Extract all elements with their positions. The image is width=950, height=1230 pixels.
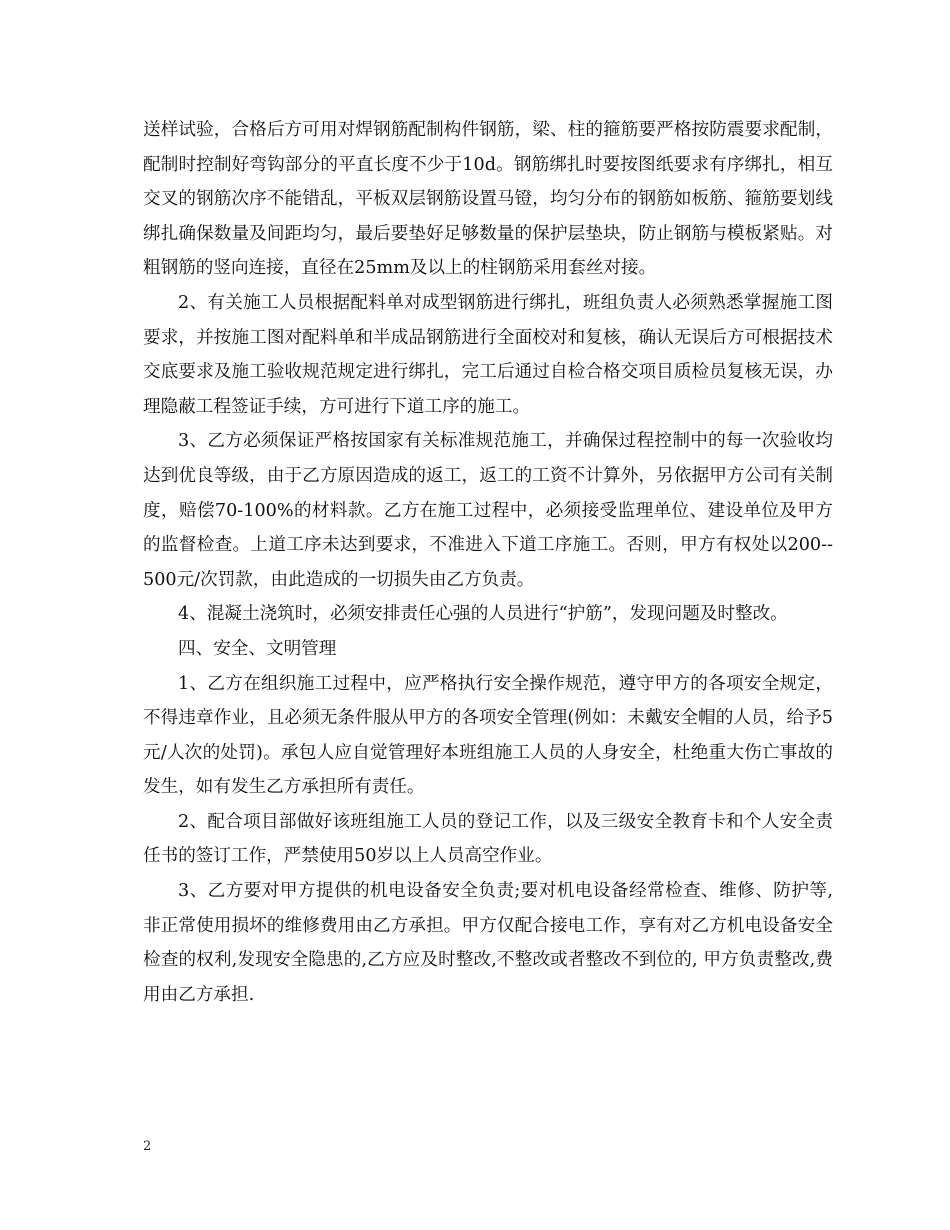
paragraph-item-3-quality: 3、乙方必须保证严格按国家有关标准规范施工，并确保过程控制中的每一次验收均达到优良等级，由于乙方原因造成的返工，返工的工资不计算外，另依据甲方公司有关制度，赔偿70-100%的材料款。乙方在施工过程中，必须接受监理单位、建设单位及甲方的监督检查。上道工序未达到要求，不准进入下道工序施工。否则，甲方有权处以200--500元/次罚款，由此造成的一切损失由乙方负责。 — [143, 431, 833, 590]
section-heading-safety: 四、安全、文明管理 — [178, 638, 337, 659]
page-number: 2 — [143, 1139, 152, 1154]
paragraph-rebar-fabrication: 送样试验，合格后方可用对焊钢筋配制构件钢筋，梁、柱的箍筋要严格按防震要求配制，配制时控制好弯钩部分的平直长度不少于10d。钢筋绑扎时要按图纸要求有序绑扎，相互交叉的钢筋次序不能错乱，平板双层钢筋设置马镫，均匀分布的钢筋如板筋、箍筋要划线绑扎确保数量及间距均匀，最后要垫好足够数量的保护层垫块，防止钢筋与模板紧贴。对粗钢筋的竖向连接，直径在25mm及以上的柱钢筋采用套丝对接。 — [143, 120, 833, 279]
paragraph-safety-item-3: 3、乙方要对甲方提供的机电设备安全负责;要对机电设备经常检查、维修、防护等,非正常使用损坏的维修费用由乙方承担。甲方仅配合接电工作，享有对乙方机电设备安全检查的权利,发现安全隐患的,乙方应及时整改,不整改或者整改不到位的, 甲方负责整改,费用由乙方承担. — [143, 881, 833, 1005]
paragraph-safety-item-2: 2、配合项目部做好该班组施工人员的登记工作，以及三级安全教育卡和个人安全责任书的签订工作，严禁使用50岁以上人员高空作业。 — [143, 811, 833, 867]
document-body — [143, 113, 833, 1012]
paragraph-item-4-concrete: 4、混凝土浇筑时，必须安排责任心强的人员进行“护筋”，发现问题及时整改。 — [178, 604, 788, 625]
paragraph-item-2-binding: 2、有关施工人员根据配料单对成型钢筋进行绑扎，班组负责人必须熟悉掌握施工图要求，并按施工图对配料单和半成品钢筋进行全面校对和复核，确认无误后方可根据技术交底要求及施工验收规范规定进行绑扎，完工后通过自检合格交项目质检员复核无误，办理隐蔽工程签证手续，方可进行下道工序的施工。 — [143, 292, 833, 417]
paragraph-safety-item-1: 1、乙方在组织施工过程中，应严格执行安全操作规范，遵守甲方的各项安全规定，不得违章作业，且必须无条件服从甲方的各项安全管理(例如：未戴安全帽的人员，给予5元/人次的处罚)。承包人应自觉管理好本班组施工人员的人身安全，杜绝重大伤亡事故的发生，如有发生乙方承担所有责任。 — [143, 673, 833, 798]
